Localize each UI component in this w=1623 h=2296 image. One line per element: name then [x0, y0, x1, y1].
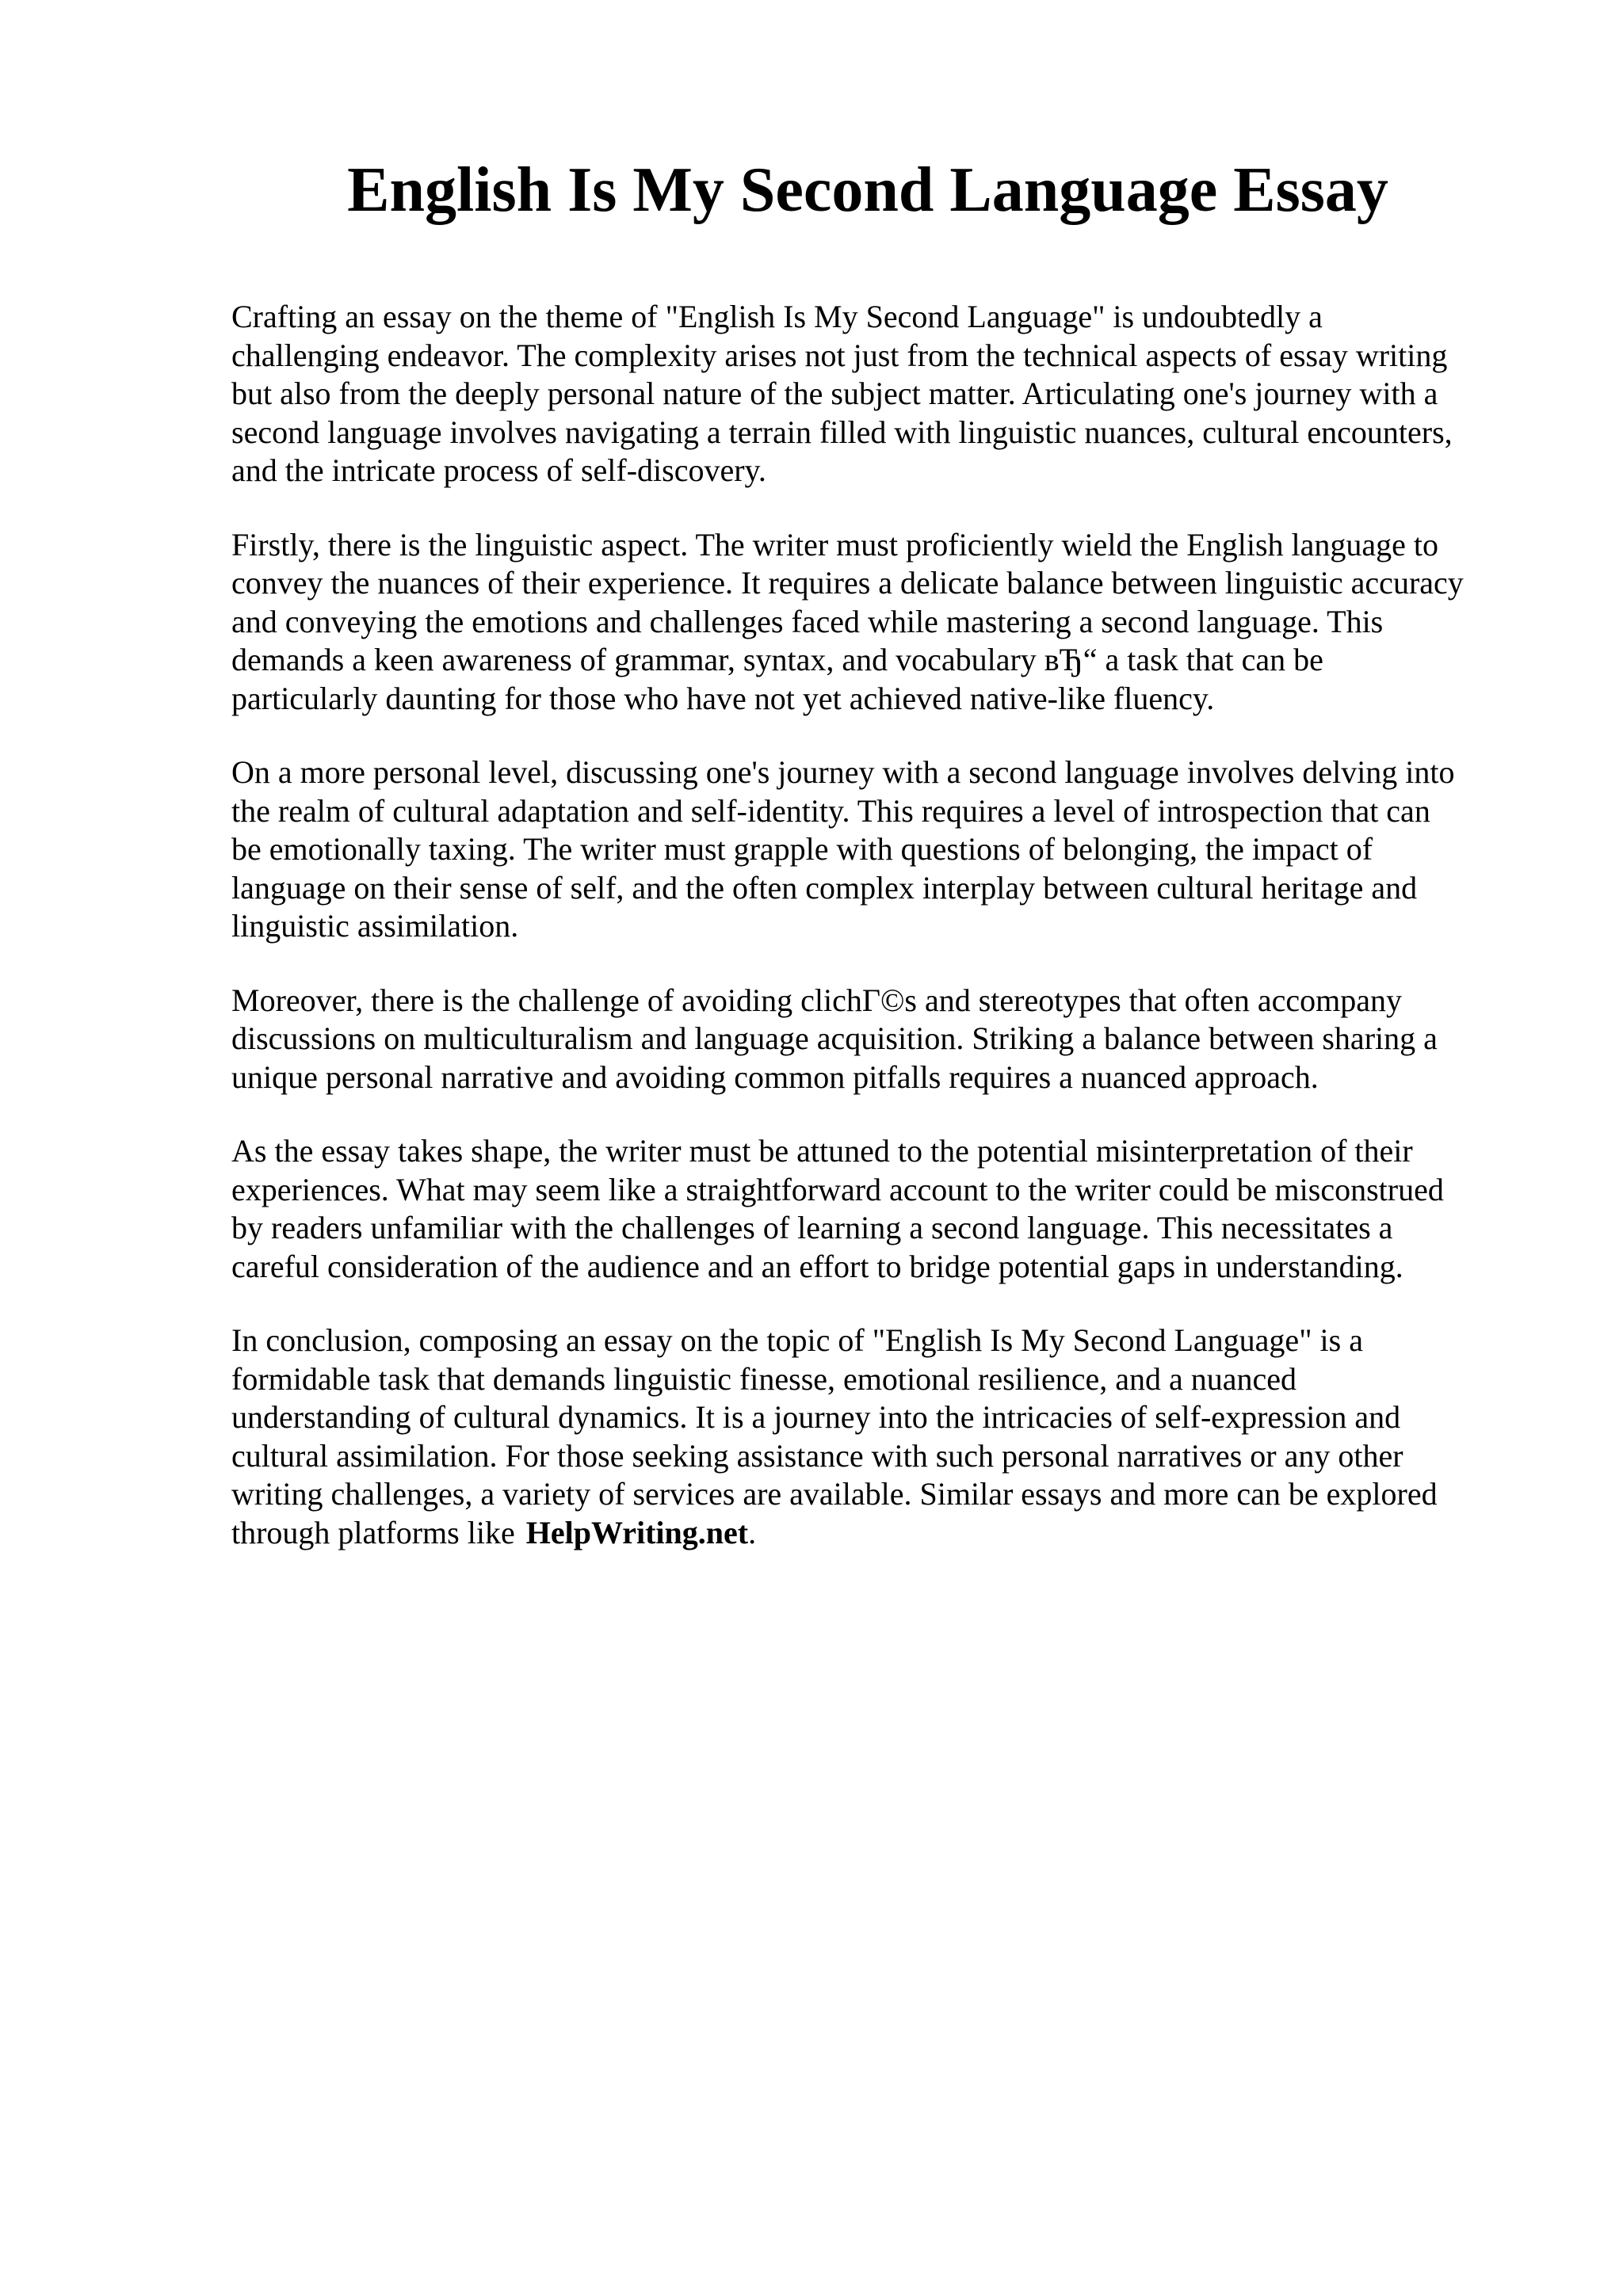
paragraph — [231, 1322, 1531, 1552]
text-line: careful consideration of the audience and an effort to bridge potential gaps in understanding. — [231, 1248, 1403, 1284]
text-line: be emotionally taxing. The writer must grapple with questions of belonging, the impact of — [231, 831, 1373, 867]
text-line: Crafting an essay on the theme of "English Is My Second Language" is undoubtedly a — [231, 299, 1323, 334]
document-title: English Is My Second Language Essay — [347, 155, 1388, 225]
text-line: language on their sense of self, and the often complex interplay between cultural heritage and — [231, 869, 1418, 906]
document-body — [231, 298, 1531, 1588]
paragraph — [231, 982, 1531, 1097]
paragraph — [231, 298, 1531, 490]
link-lead-in-text: through platforms like — [231, 1514, 515, 1550]
text-line: Moreover, there is the challenge of avoiding clichГ©s and stereotypes that often accompany — [231, 982, 1402, 1018]
text-line: second language involves navigating a terrain filled with linguistic nuances, cultural encounters, — [231, 414, 1453, 450]
text-line: writing challenges, a variety of services are available. Similar essays and more can be explored — [231, 1476, 1438, 1512]
text-line: linguistic assimilation. — [231, 908, 519, 944]
text-line: and conveying the emotions and challenges faced while mastering a second language. This — [231, 603, 1384, 639]
paragraph — [231, 1132, 1531, 1286]
text-line: convey the nuances of their experience. It requires a delicate balance between linguistic accuracy — [231, 565, 1464, 601]
text-line: Firstly, there is the linguistic aspect. The writer must proficiently wield the English language to — [231, 526, 1439, 563]
text-line: In conclusion, composing an essay on the topic of "English Is My Second Language" is a — [231, 1322, 1363, 1358]
text-line-with-link — [231, 1514, 1531, 1553]
text-line: formidable task that demands linguistic finesse, emotional resilience, and a nuanced — [231, 1360, 1297, 1397]
text-line: but also from the deeply personal nature of the subject matter. Articulating one's journey with a — [231, 376, 1438, 411]
text-line: challenging endeavor. The complexity arises not just from the technical aspects of essay writing — [231, 337, 1448, 373]
text-line: the realm of cultural adaptation and self-identity. This requires a level of introspection that can — [231, 792, 1430, 829]
helpwriting-link[interactable]: HelpWriting.net — [525, 1514, 749, 1550]
text-line: On a more personal level, discussing one's journey with a second language involves delving into — [231, 754, 1455, 790]
text-line: by readers unfamiliar with the challenges of learning a second language. This necessitates a — [231, 1210, 1393, 1245]
text-line: As the essay takes shape, the writer must be attuned to the potential misinterpretation of their — [231, 1133, 1413, 1169]
text-line: discussions on multiculturalism and language acquisition. Striking a balance between sharing a — [231, 1020, 1438, 1056]
sentence-period: . — [748, 1514, 757, 1550]
paragraph — [231, 753, 1531, 946]
text-line: and the intricate process of self-discovery. — [231, 452, 766, 488]
text-line: particularly daunting for those who have not yet achieved native-like fluency. — [231, 680, 1215, 716]
text-line: understanding of cultural dynamics. It is a journey into the intricacies of self-expression and — [231, 1399, 1401, 1435]
text-line: experiences. What may seem like a straightforward account to the writer could be misconstrued — [231, 1171, 1444, 1207]
paragraph — [231, 526, 1531, 719]
text-line: unique personal narrative and avoiding common pitfalls requires a nuanced approach. — [231, 1058, 1319, 1095]
text-line: cultural assimilation. For those seeking assistance with such personal narratives or any other — [231, 1437, 1403, 1474]
text-line: demands a keen awareness of grammar, syntax, and vocabulary вЂ“ a task that can be — [231, 642, 1323, 677]
